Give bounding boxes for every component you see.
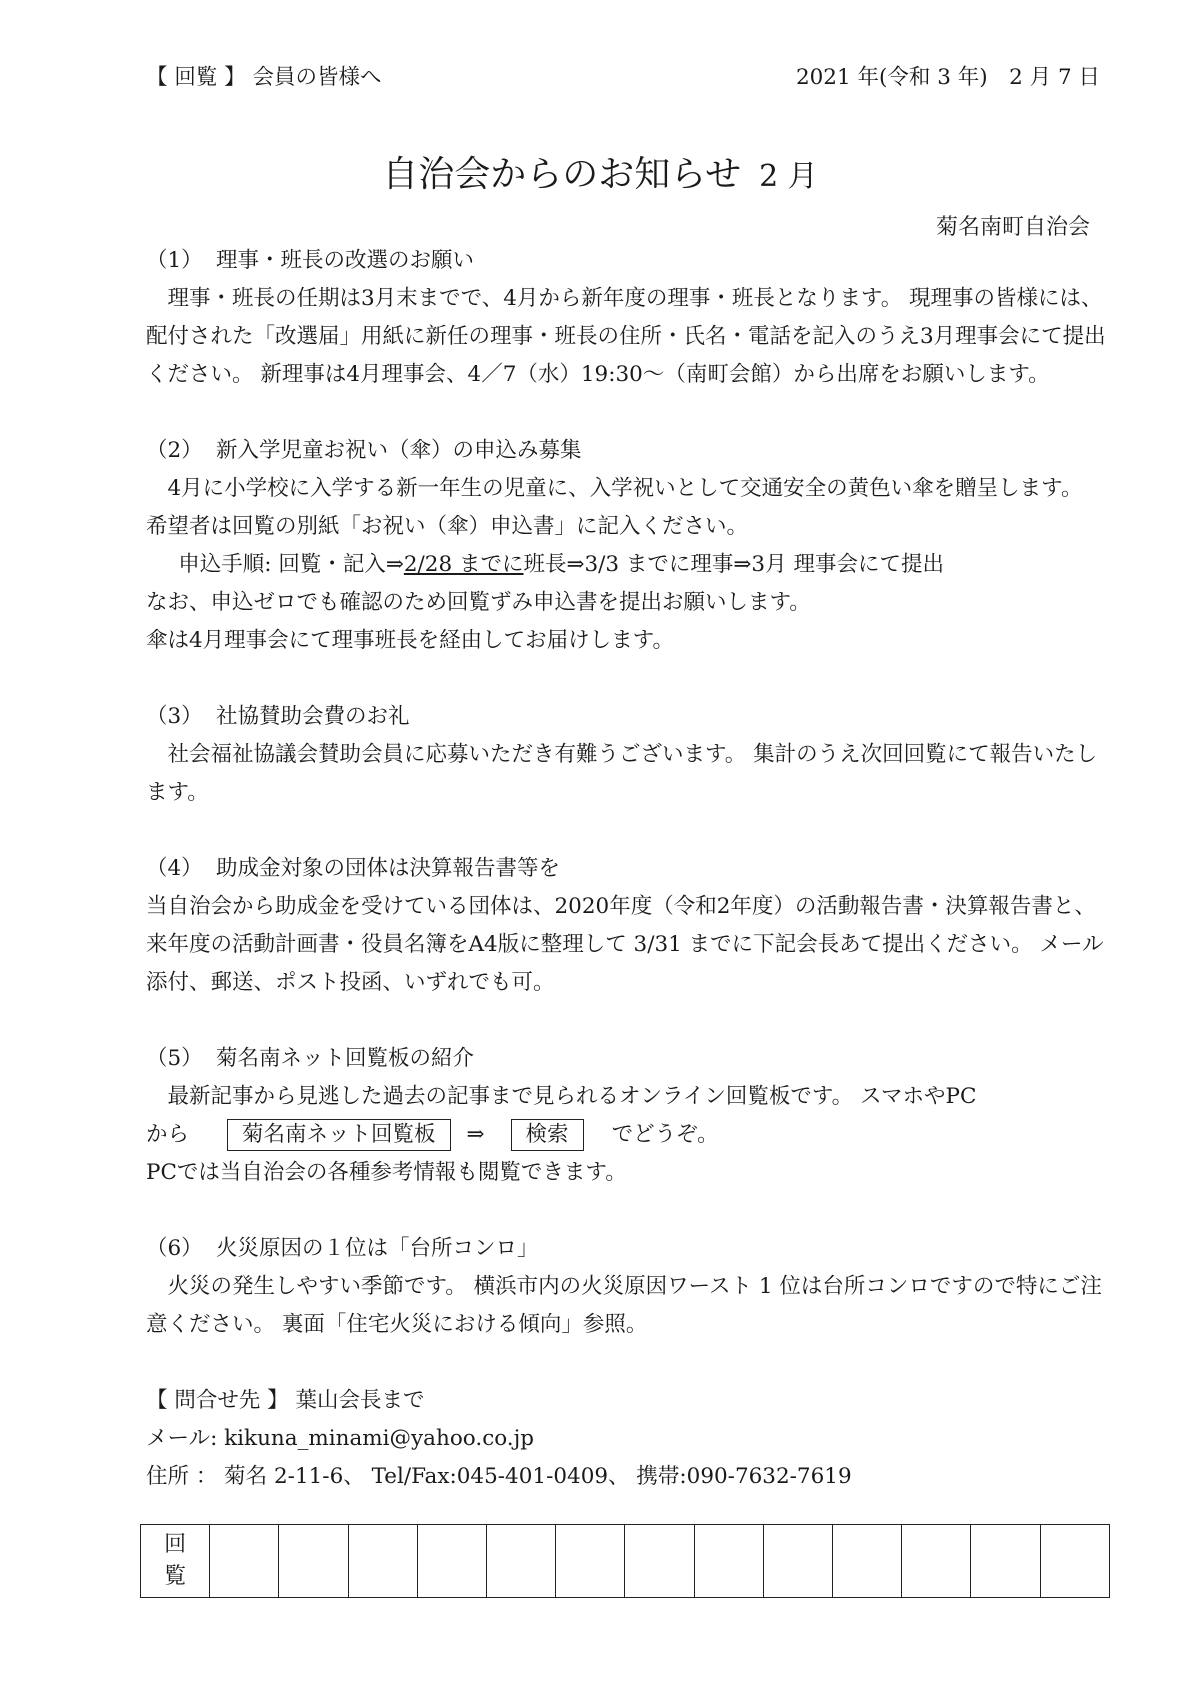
stamp-cell [279,1525,348,1598]
procedure-deadline: 2/28 までに [403,552,524,577]
stamp-cell [625,1525,694,1598]
stamp-cell [556,1525,625,1598]
page-title [0,146,1200,197]
search-term-box: 菊名南ネット回覧板 [227,1119,451,1151]
application-procedure [146,546,1110,584]
label-top: 回 [164,1532,187,1557]
contact-heading: 【 問合せ先 】 葉山会長まで [146,1388,425,1413]
section-1-text: 理事・班長の任期は3月末までで、4月から新年度の理事・班長となります。 現理事の皆様には、配付された「改選届」用紙に新任の理事・班長の住所・氏名・電話を記入のうえ3月理事会にて提出ください。 新理事は4月理事会、4／7（水）19:30～（南町会館）から出席をお願いします。 [146,286,1106,387]
search-instruction [146,1116,1110,1154]
section-1-heading [146,242,1110,280]
search-prefix: から [146,1122,190,1147]
section-2-heading [146,432,1110,470]
section-title: 助成金対象の団体は決算報告書等を [216,856,561,881]
section-title: 理事・班長の改選のお願い [216,248,475,273]
circulation-label [141,1525,210,1598]
section-5-note: PCでは当自治会の各種参考情報も閲覧できます。 [146,1160,627,1185]
search-suffix: でどうぞ。 [611,1122,719,1147]
section-title: 社協賛助会費のお礼 [216,704,410,729]
stamp-cell [763,1525,832,1598]
organization-name: 菊名南町自治会 [935,215,1090,240]
section-4-heading [146,850,1110,888]
section-number: （3） [146,704,203,729]
contact-email: メール: kikuna_minami@yahoo.co.jp [146,1426,535,1451]
section-number: （5） [146,1046,203,1071]
section-6-text: 火災の発生しやすい季節です。 横浜市内の火災原因ワースト 1 位は台所コンロですので特にご注意ください。 裏面「住宅火災における傾向」参照。 [146,1274,1102,1337]
section-number: （2） [146,438,203,463]
section-title: 菊名南ネット回覧板の紹介 [216,1046,475,1071]
procedure-suffix: 班長⇒3/3 までに理事⇒3月 理事会にて提出 [523,552,944,577]
procedure-prefix: 申込手順: 回覧・記入⇒ [178,552,404,577]
section-2-note-2: 傘は4月理事会にて理事班長を経由してお届けします。 [146,628,674,653]
section-6-heading [146,1230,1110,1268]
section-title: 新入学児童お祝い（傘）の申込み募集 [216,438,582,463]
label-bottom: 覧 [164,1564,187,1589]
stamp-cell [1040,1525,1109,1598]
section-5-text: 最新記事から見逃した過去の記事まで見られるオンライン回覧板です。 スマホやPC [167,1084,977,1109]
notice-body [146,242,1110,1496]
stamp-cell [694,1525,763,1598]
stamp-cell [210,1525,279,1598]
section-2-text: 4月に小学校に入学する新一年生の児童に、入学祝いとして交通安全の黄色い傘を贈呈します。 希望者は回覧の別紙「お祝い（傘）申込書」に記入ください。 [146,476,1083,539]
section-5-heading [146,1040,1110,1078]
stamp-cell [348,1525,417,1598]
issue-date: 2021 年(令和 3 年) 2 月 7 日 [795,65,1100,90]
title-main: 自治会からのお知らせ [382,154,742,195]
section-title: 火災原因の１位は「台所コンロ」 [216,1236,539,1261]
stamp-cell [971,1525,1040,1598]
header-line [146,60,1100,94]
section-2-note-1: なお、申込ゼロでも確認のため回覧ずみ申込書を提出お願いします。 [146,590,811,615]
section-3-heading [146,698,1110,736]
title-month: 2 月 [759,159,818,194]
arrow-icon: ⇒ [466,1122,485,1147]
section-4-text: 当自治会から助成金を受けている団体は、2020年度（令和2年度）の活動報告書・決算報告書と、来年度の活動計画書・役員名簿をA4版に整理して 3/31 までに下記会長あて提出ください。 メール添付、郵送、ポスト投函、いずれでも可。 [146,894,1104,995]
stamp-cell [487,1525,556,1598]
section-number: （6） [146,1236,203,1261]
stamp-cell [902,1525,971,1598]
stamp-cell [417,1525,486,1598]
contact-address: 住所 ： 菊名 2-11-6、 Tel/Fax:045-401-0409、 携帯:090-7632-7619 [146,1464,852,1489]
stamp-cell [833,1525,902,1598]
addressee: 【 回覧 】 会員の皆様へ [146,65,382,90]
circulation-table [140,1524,1110,1598]
search-button-box: 検索 [511,1119,584,1151]
section-3-text: 社会福祉協議会賛助会員に応募いただき有難うございます。 集計のうえ次回回覧にて報告いたします。 [146,742,1098,805]
section-number: （4） [146,856,203,881]
section-number: （1） [146,248,203,273]
